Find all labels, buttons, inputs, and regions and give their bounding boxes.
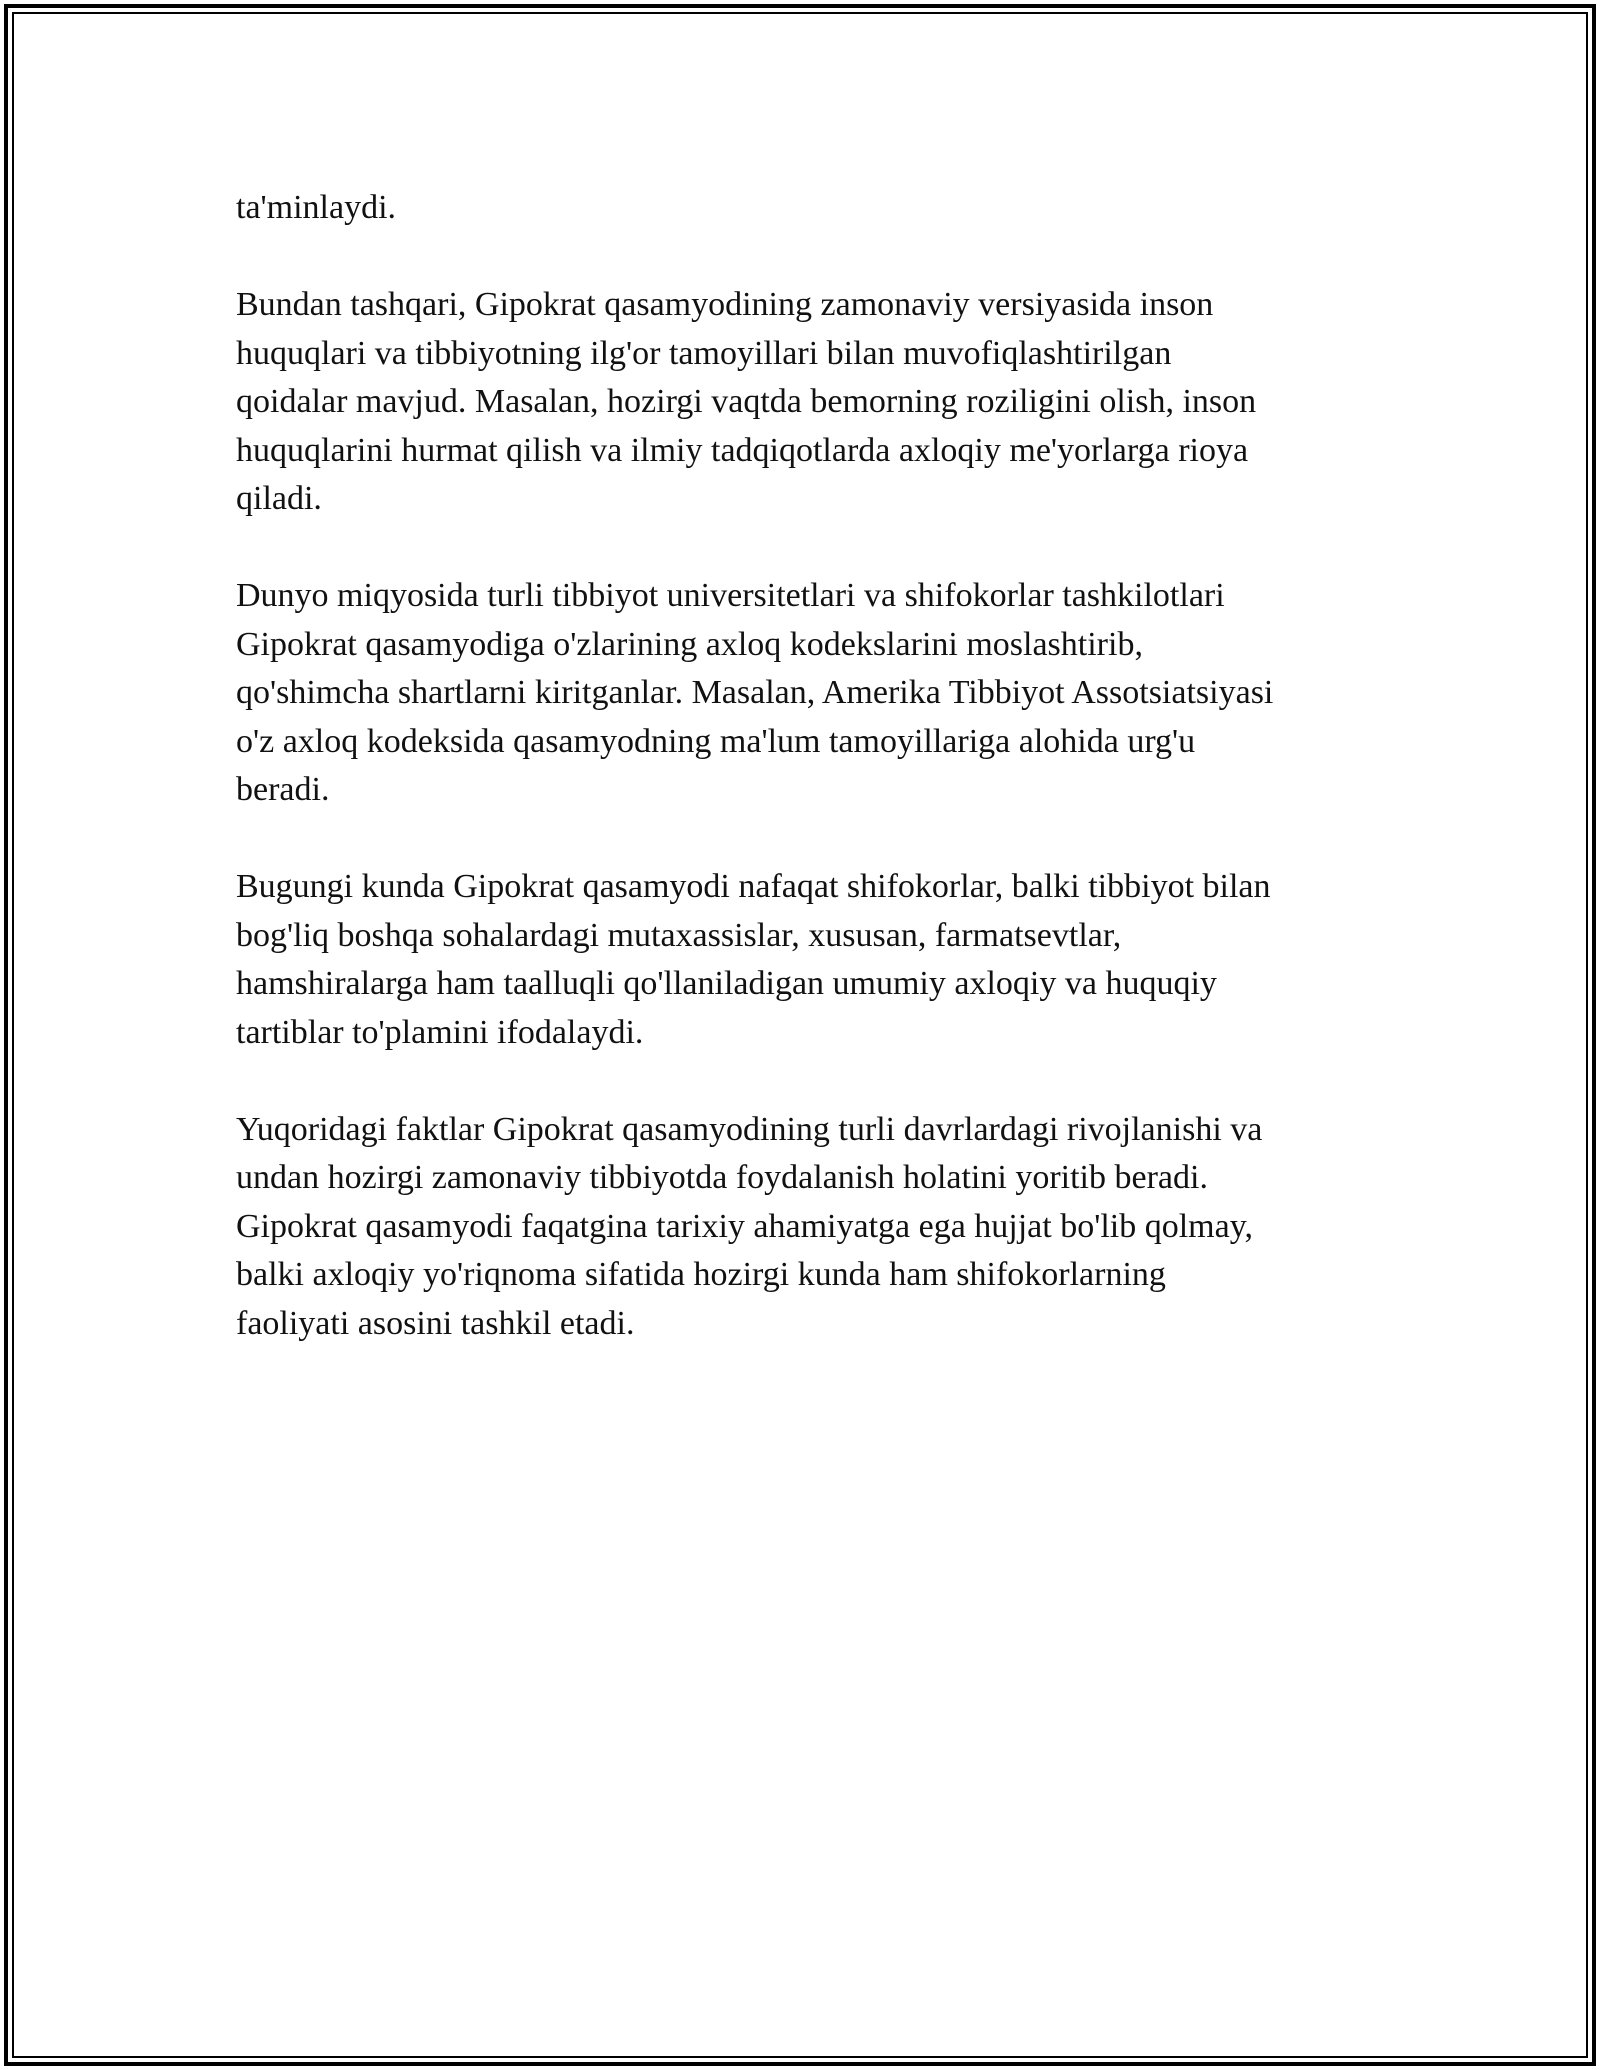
paragraph-world-organizations: Dunyo miqyosida turli tibbiyot universitetlari va shifokorlar tashkilotlari Gipokrat qasamyodiga o'zlarining axloq kodekslarini moslashtirib, qo'shimcha shartlarni kiritganlar. Masalan, Amerika Tibbiyot Assotsiatsiyasi o'z axloq kodeksida qasamyodning ma'lum tamoyillariga alohida urg'u beradi. (236, 577, 1274, 808)
document-body (236, 184, 1376, 1397)
paragraph-modern-version: Bundan tashqari, Gipokrat qasamyodining zamonaviy versiyasida inson huquqlari va tibbiyotning ilg'or tamoyillari bilan muvofiqlashtirilgan qoidalar mavjud. Masalan, hozirgi vaqtda bemorning roziligini olish, inson huquqlarini hurmat qilish va ilmiy tadqiqotlarda axloqiy me'yorlarga rioya qiladi. (236, 286, 1257, 517)
paragraph-conclusion: Yuqoridagi faktlar Gipokrat qasamyodining turli davrlardagi rivojlanishi va undan hozirgi zamonaviy tibbiyotda foydalanish holatini yoritib beradi. Gipokrat qasamyodi faqatgina tarixiy ahamiyatga ega hujjat bo'lib qolmay, balki axloqiy yo'riqnoma sifatida hozirgi kunda ham shifokorlarning faoliyati asosini tashkil etadi. (236, 1110, 1263, 1342)
paragraph-today: Bugungi kunda Gipokrat qasamyodi nafaqat shifokorlar, balki tibbiyot bilan bog'liq boshqa sohalardagi mutaxassislar, xususan, farmatsevtlar, hamshiralarga ham taalluqli qo'llaniladigan umumiy axloqiy va huquqiy tartiblar to'plamini ifodalaydi. (236, 868, 1271, 1051)
paragraph-continuation: ta'minlaydi. (236, 189, 397, 226)
